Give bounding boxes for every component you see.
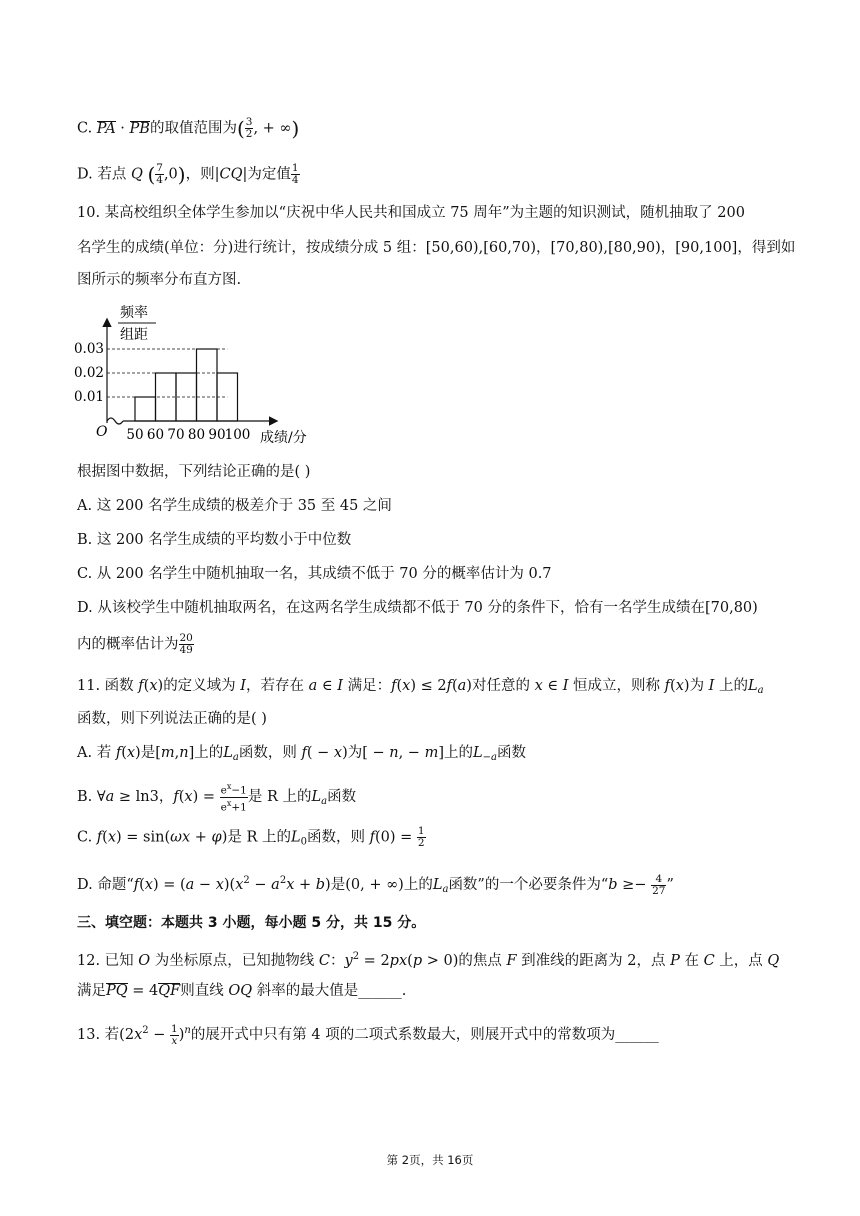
math: x — [286, 877, 295, 893]
option-text: 内的概率估计为 — [77, 636, 179, 653]
x-tick-label: 80 — [187, 427, 206, 443]
math: p — [412, 953, 423, 969]
q12-line-1: 12. 已知 O 为坐标原点，已知抛物线 C：$y^2 = 2px(p > 0)$的焦点 F 到准线的距离为 2，点 P 在 C 上，点 Q — [77, 951, 780, 969]
math: a — [105, 789, 115, 805]
fraction-1-4 — [291, 163, 300, 186]
math: a — [232, 752, 239, 763]
q10-line-2: 名学生的成绩(单位：分)进行统计，按成绩分成 5 组：[50,60),[60,70)，[70,80),[80,90)，[90,100]，得到如 — [77, 240, 796, 256]
q11-option-d: D. 命题“$f(x) = (a - x)(x^2 - a^2x + b)$是(0, + ∞)上的$L_a$函数”的一个必要条件为“b ≥− $\frac{4}{27}$ ” — [77, 872, 674, 897]
x-tick-label: 50 — [126, 427, 144, 443]
math: a — [321, 796, 328, 807]
q9-option-c — [77, 117, 299, 140]
section-3-heading: 三、填空题：本题共 3 小题，每小题 5 分，共 15 分。 — [77, 915, 426, 931]
origin-label: O — [96, 424, 108, 440]
math: 2 — [352, 951, 360, 962]
math: x — [184, 789, 193, 805]
histogram-bar — [135, 397, 156, 421]
y-label-top: 频率 — [120, 305, 148, 321]
numerator: 3 — [245, 116, 253, 128]
q10-option-a: A. 这 200 名学生成绩的极差介于 35 至 45 之间 — [77, 498, 392, 514]
text: B. ∀ — [77, 789, 106, 805]
math: a — [271, 877, 280, 893]
denominator: 2 — [245, 128, 253, 140]
q11-line-1: 11. 函数 f(x)的定义域为 I，若存在 a ∈ I 满足：f(x) ≤ 2f(a)对任意的 x ∈ I 恒成立，则称 f(x)为 I 上的$L_a$ — [77, 678, 764, 696]
math: x — [107, 829, 117, 846]
math: n — [179, 745, 189, 761]
math: a — [308, 678, 318, 694]
math: I — [708, 678, 715, 694]
text: 的定义域为 — [163, 678, 241, 694]
q10-option-d-line-1: D. 从该校学生中随机抽取两名，在这两名学生成绩都不低于 70 分的条件下，恰有一名学生成绩在[70,80) — [77, 600, 758, 616]
text: 函数 — [327, 789, 357, 805]
q11-option-a: A. 若 f(x)是[m,n]上的$L_a$函数，则 f( − x)为[ − n, − m]上的$L_{-a}$函数 — [77, 745, 526, 763]
x-tick-label: 60 — [146, 427, 165, 443]
denominator: 4 — [156, 174, 163, 186]
vector-qf: QF — [158, 983, 181, 999]
q10-option-c: C. 从 200 名学生中随机抽取一名，其成绩不低于 70 分的概率估计为 0.7 — [77, 566, 552, 582]
option-text: ，则| — [185, 166, 220, 183]
math: f — [664, 678, 671, 694]
text: 上，点 — [714, 953, 768, 969]
q10-line-3: 图所示的频率分布直方图. — [77, 272, 242, 288]
frequency-histogram — [74, 298, 334, 448]
math: f — [115, 745, 122, 761]
q10-prompt: 根据图中数据，下列结论正确的是( ) — [77, 464, 311, 480]
math: L — [473, 745, 483, 761]
text: 是(0, + ∞)上的 — [330, 877, 433, 893]
math: a — [185, 877, 195, 893]
math: O — [138, 953, 151, 969]
text: 斜率的最大值是______. — [252, 983, 407, 999]
q9-option-d — [77, 163, 300, 186]
math: OQ — [228, 983, 253, 999]
option-text: 的取值范围为 — [149, 120, 237, 137]
text: 满足： — [342, 678, 392, 694]
vector-pb: PB — [129, 120, 150, 137]
text: 函数”的一个必要条件为“ — [448, 877, 609, 893]
math: m — [424, 745, 439, 761]
right-paren: ) — [291, 116, 300, 141]
fraction-1-x — [170, 1024, 179, 1047]
math: f — [369, 829, 375, 846]
math: φ — [211, 829, 222, 846]
math: C — [703, 953, 715, 969]
denominator: $e^x+1$ — [220, 798, 247, 813]
option-text-2: |为定值 — [242, 166, 291, 183]
math: C — [318, 953, 330, 969]
text: 的焦点 — [458, 953, 507, 969]
x-tick-label: 90 — [208, 427, 226, 443]
math: x — [134, 1027, 143, 1043]
numerator: 4 — [651, 874, 666, 886]
math: P — [670, 953, 680, 969]
denominator: x — [171, 1034, 178, 1047]
q11-option-c: C. f(x) = sin(ωx + φ)是 R 上的$L_0$函数，则 f(0) = $\frac{1}{2}$ — [77, 825, 425, 849]
math: 2 — [279, 875, 287, 886]
math: f — [138, 678, 144, 694]
left-paren: ( — [236, 116, 245, 141]
math: f — [446, 678, 452, 694]
q13-line: 13. 若($2x^2$ − $\frac{1}{x}$ )$^n$的展开式中只有第 4 项的二项式系数最大，则展开式中的常数项为______ — [77, 1022, 659, 1047]
text: 12. 已知 — [77, 953, 139, 969]
math: I — [240, 678, 247, 694]
math: f — [133, 877, 140, 893]
text: 在 — [679, 953, 704, 969]
math: y — [344, 953, 353, 969]
math: n — [389, 745, 399, 761]
dot-operator: · — [115, 120, 130, 137]
x-tick-label: 100 — [224, 427, 251, 443]
text: 13. 若 — [77, 1027, 120, 1043]
segment-cq: CQ — [219, 166, 243, 183]
q11-line-2: 函数，则下列说法正确的是( ) — [77, 711, 267, 727]
page-footer: 第 2页，共 16页 — [386, 1153, 474, 1167]
denominator: 27 — [652, 884, 666, 897]
math: b — [315, 877, 326, 893]
math: F — [506, 953, 517, 969]
math: f — [173, 789, 179, 805]
math: f — [96, 829, 103, 846]
text: ， — [158, 789, 174, 805]
math: a — [757, 685, 764, 696]
text: 则直线 — [180, 983, 229, 999]
text: 为 — [689, 678, 709, 694]
coordinate: ,0 — [163, 166, 178, 183]
q12-line-2: 满足PQ = 4QF则直线 OQ 斜率的最大值是______. — [77, 983, 407, 999]
math: L — [748, 678, 758, 694]
math: ωx — [170, 829, 191, 846]
text: D. 命题“ — [77, 877, 134, 893]
text: 到准线的距离为 2，点 — [516, 953, 671, 969]
text: 为坐标原点，已知抛物线 — [150, 953, 319, 969]
math: 2 — [243, 875, 250, 886]
text: 的展开式中只有第 4 项的二项式系数最大，则展开式中的常数项为______ — [190, 1027, 659, 1043]
math: 0 — [300, 836, 308, 848]
numerator: 1 — [171, 1022, 178, 1035]
text: 上的 — [714, 678, 749, 694]
math: L — [291, 829, 301, 846]
math: x — [126, 745, 136, 761]
text: 函数，则 — [307, 829, 370, 846]
text: 11. 函数 — [77, 678, 139, 694]
math: x — [144, 877, 153, 893]
numerator: 1 — [417, 825, 425, 837]
x-tick-label: 70 — [167, 427, 185, 443]
math: x — [149, 678, 158, 694]
x-axis-label: 成绩/分 — [260, 430, 307, 446]
math: f — [301, 745, 307, 761]
math: x — [333, 745, 343, 761]
fraction-4-27 — [651, 874, 666, 897]
vector-pa: PA — [96, 120, 116, 137]
math: x — [215, 877, 224, 893]
y-label-bottom: 组距 — [120, 327, 148, 343]
fraction-20-49 — [179, 633, 194, 656]
text: 对任意的 — [471, 678, 535, 694]
text: 是 R 上的 — [227, 829, 291, 846]
text: 是 R 上的 — [247, 789, 312, 805]
option-label: C. — [77, 120, 97, 137]
math: m — [160, 745, 175, 761]
y-tick-labels — [74, 341, 104, 405]
math: I — [562, 678, 569, 694]
math: px — [389, 953, 408, 969]
math: 2 — [142, 1025, 149, 1036]
y-tick-label: 0.03 — [74, 341, 104, 357]
math: L — [311, 789, 322, 805]
text: ，若存在 — [246, 678, 309, 694]
left-paren: ( — [147, 162, 156, 187]
denominator: 4 — [291, 174, 299, 186]
math: −a — [482, 752, 497, 763]
math: x — [675, 678, 684, 694]
q10-line-1: 10. 某高校组织全体学生参加以“庆祝中华人民共和国成立 75 周年”为主题的知识测试，随机抽取了 200 — [77, 205, 745, 221]
y-tick-label: 0.02 — [74, 365, 104, 381]
denominator: 49 — [179, 644, 193, 656]
math: n — [184, 1025, 191, 1036]
option-label: D. 若点 — [77, 166, 131, 183]
numerator: 7 — [156, 162, 163, 174]
fraction-1-2 — [417, 826, 426, 849]
numerator: 20 — [179, 632, 193, 644]
numerator: $e^x-1$ — [220, 782, 247, 797]
q11-option-b: B. ∀a ≥ ln3，f(x) = $\frac{e^x-1}{e^x+1}$ 是 R 上的$L_a$函数 — [77, 782, 357, 813]
text: 恒成立，则称 — [568, 678, 665, 694]
math: Q — [767, 953, 780, 969]
histogram-bar — [197, 349, 218, 421]
text: ” — [666, 877, 674, 893]
math: L — [432, 877, 443, 893]
math: f — [391, 678, 397, 694]
text: 满足 — [77, 983, 106, 999]
math: x — [534, 678, 543, 694]
math: I — [337, 678, 343, 694]
math: a — [457, 678, 467, 694]
text: C. — [77, 829, 97, 846]
right-paren: ) — [177, 162, 186, 187]
q10-option-d-line-2 — [77, 633, 194, 656]
math: x — [235, 877, 244, 893]
q10-option-b: B. 这 200 名学生成绩的平均数小于中位数 — [77, 532, 352, 548]
fraction-ex — [220, 781, 248, 813]
fraction-7-4 — [155, 163, 164, 186]
guide-lines — [107, 349, 227, 397]
range-tail: , + ∞ — [253, 120, 292, 137]
math: x — [402, 678, 411, 694]
y-tick-label: 0.01 — [74, 389, 104, 405]
numerator: 1 — [291, 162, 299, 174]
math: a — [442, 884, 449, 895]
math: b — [608, 877, 618, 893]
x-axis-break — [107, 418, 123, 424]
point-q: Q — [130, 166, 143, 183]
x-tick-labels — [126, 427, 250, 443]
vector-pq: PQ — [106, 983, 128, 999]
bars-group — [135, 349, 238, 421]
math: L — [223, 745, 233, 761]
denominator: 2 — [417, 837, 425, 849]
